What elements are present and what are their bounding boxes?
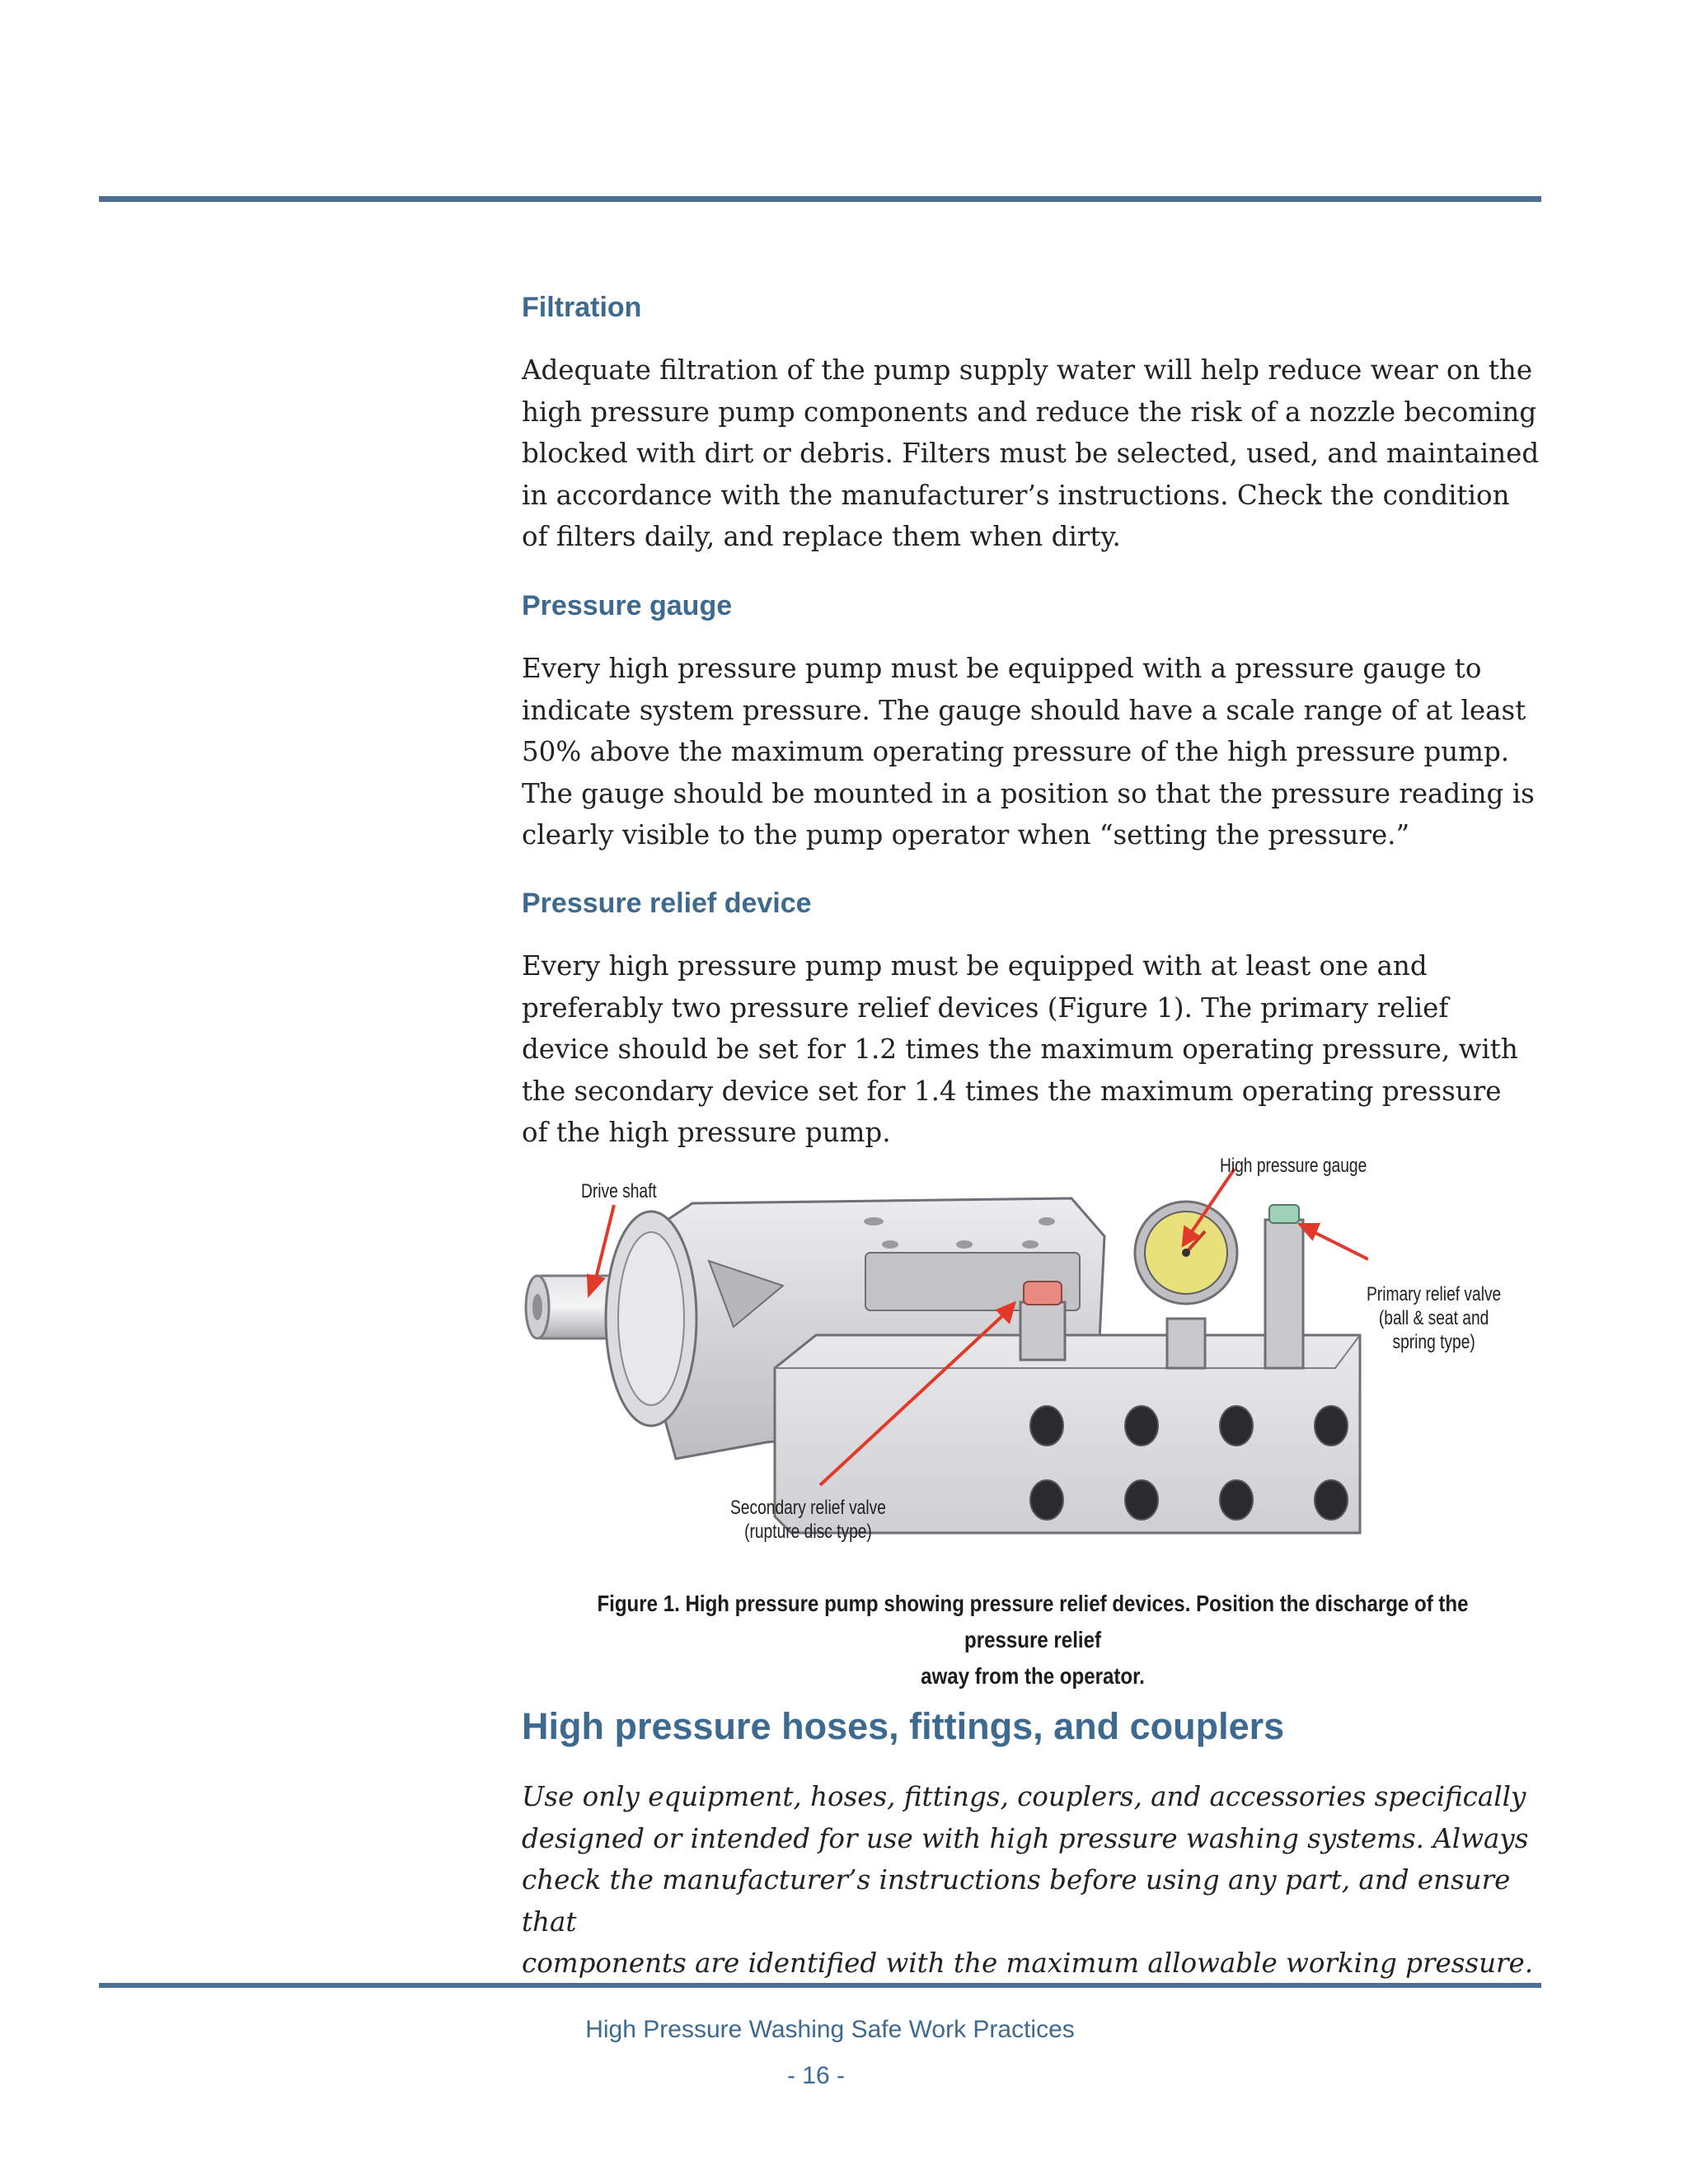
text-line: Use only equipment, hoses, fittings, couplers, and accessories specifically bbox=[522, 1781, 1526, 1812]
text-line: device should be set for 1.2 times the maximum operating pressure, with bbox=[522, 1033, 1518, 1065]
pressure-gauge-paragraph bbox=[522, 648, 1544, 856]
section-heading: High pressure hoses, fittings, and couplers bbox=[522, 1705, 1285, 1747]
callout-high-pressure-gauge: High pressure gauge bbox=[1220, 1155, 1367, 1177]
callout-line: (rupture disc type) bbox=[744, 1521, 872, 1543]
text-line: preferably two pressure relief devices (Figure 1). The primary relief bbox=[522, 991, 1449, 1024]
section-heading: Pressure gauge bbox=[522, 590, 733, 621]
callout-line: Secondary relief valve bbox=[730, 1497, 886, 1519]
text-line: of the high pressure pump. bbox=[522, 1117, 891, 1148]
primary-relief-valve bbox=[1265, 1205, 1303, 1368]
text-line: Every high pressure pump must be equipped with at least one and bbox=[522, 950, 1428, 982]
text-line: Adequate filtration of the pump supply water will help reduce wear on the bbox=[522, 354, 1533, 386]
text-line: blocked with dirt or debris. Filters must be selected, used, and maintained bbox=[522, 438, 1540, 469]
pressure-relief-paragraph bbox=[522, 945, 1544, 1154]
text-line: designed or intended for use with high pressure washing systems. Always bbox=[522, 1822, 1529, 1854]
callout-line: Primary relief valve bbox=[1367, 1283, 1502, 1305]
callout-line: (ball & seat and bbox=[1378, 1307, 1489, 1329]
text-line: The gauge should be mounted in a position so that the pressure reading is bbox=[522, 777, 1535, 809]
pump-illustration bbox=[519, 1162, 1368, 1549]
section-heading: Filtration bbox=[522, 292, 642, 323]
callout-line: spring type) bbox=[1392, 1331, 1475, 1353]
text-line: components are identified with the maximum allowable working pressure. bbox=[522, 1947, 1534, 1979]
hoses-paragraph bbox=[522, 1776, 1544, 1985]
header-rule bbox=[99, 196, 1541, 202]
footer-rule bbox=[99, 1983, 1541, 1988]
footer-title: High Pressure Washing Safe Work Practices bbox=[585, 2016, 1075, 2043]
callout-drive-shaft: Drive shaft bbox=[581, 1180, 657, 1202]
section-pressure-relief bbox=[522, 887, 1544, 920]
section-hoses bbox=[522, 1705, 1544, 1748]
figure-caption bbox=[593, 1586, 1472, 1694]
filtration-paragraph bbox=[522, 349, 1544, 558]
text-line: 50% above the maximum operating pressure of the high pressure pump. bbox=[522, 736, 1510, 767]
callout-secondary-relief-valve bbox=[730, 1496, 886, 1544]
text-line: in accordance with the manufacturer’s instructions. Check the condition bbox=[522, 479, 1510, 511]
text-line: check the manufacturer’s instructions before using any part, and ensure that bbox=[522, 1864, 1511, 1938]
section-pressure-gauge bbox=[522, 589, 1544, 622]
text-line: of filters daily, and replace them when dirty. bbox=[522, 521, 1121, 552]
caption-line: Figure 1. High pressure pump showing pressure relief devices. Position the discharge of the pressure relief bbox=[597, 1591, 1469, 1652]
secondary-relief-valve bbox=[1020, 1282, 1065, 1360]
text-line: clearly visible to the pump operator when “setting the pressure.” bbox=[522, 819, 1410, 851]
text-line: high pressure pump components and reduce the risk of a nozzle becoming bbox=[522, 396, 1537, 428]
text-line: the secondary device set for 1.4 times the maximum operating pressure bbox=[522, 1075, 1502, 1107]
section-heading: Pressure relief device bbox=[522, 888, 812, 919]
page-number: - 16 - bbox=[786, 2062, 846, 2089]
text-line: Every high pressure pump must be equipped with a pressure gauge to bbox=[522, 653, 1482, 684]
caption-line: away from the operator. bbox=[921, 1663, 1145, 1689]
callout-primary-relief-valve bbox=[1367, 1282, 1501, 1354]
section-filtration bbox=[522, 291, 1544, 324]
text-line: indicate system pressure. The gauge should have a scale range of at least bbox=[522, 694, 1526, 726]
